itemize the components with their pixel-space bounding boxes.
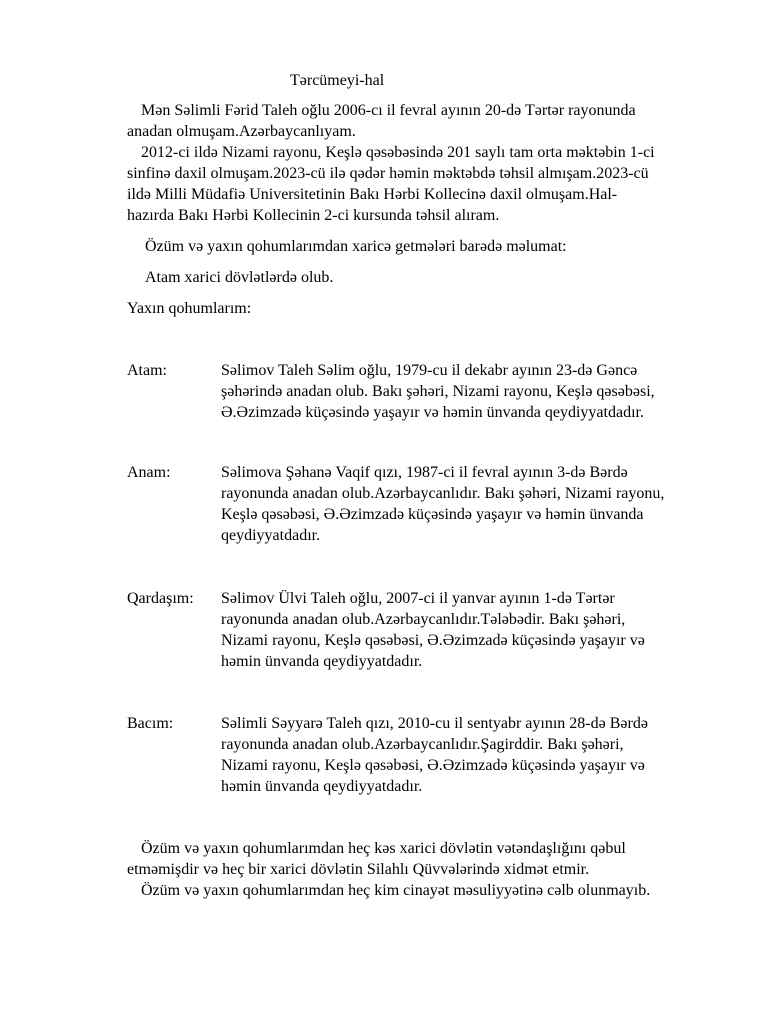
relative-line: həmin ünvanda qeydiyyatdadır. <box>221 778 423 795</box>
relative-line: Səlimli Səyyarə Taleh qızı, 2010-cu il sentyabr ayının 28-də Bərdə <box>221 715 648 732</box>
relative-label-father: Atam: <box>127 362 167 379</box>
relative-line: rayonunda anadan olub.Azərbaycanlıdır. Bakı şəhəri, Nizami rayonu, <box>221 485 665 502</box>
relative-label-brother: Qardaşım: <box>127 590 194 607</box>
intro-line: sinfinə daxil olmuşam.2023-cü ilə qədər həmin məktəbdə təhsil almışam.2023-cü <box>127 165 649 182</box>
abroad-heading: Özüm və yaxın qohumlarımdan xaricə getmələri barədə məlumat: <box>145 238 567 255</box>
abroad-father-line: Atam xarici dövlətlərdə olub. <box>145 269 334 286</box>
closing-line: Özüm və yaxın qohumlarımdan heç kim cinayət məsuliyyətinə cəlb olunmayıb. <box>141 882 651 899</box>
relative-line: Ə.Əzimzadə küçəsində yaşayır və həmin ünvanda qeydiyyatdadır. <box>221 404 644 421</box>
intro-line: anadan olmuşam.Azərbaycanlıyam. <box>127 123 356 140</box>
relative-line: Keşlə qəsəbəsi, Ə.Əzimzadə küçəsində yaşayır və həmin ünvanda <box>221 506 644 523</box>
closing-line: etməmişdir və heç bir xarici dövlətin Silahlı Qüvvələrində xidmət etmir. <box>127 861 590 878</box>
closing-line: Özüm və yaxın qohumlarımdan heç kəs xarici dövlətin vətəndaşlığını qəbul <box>141 840 626 857</box>
relative-line: Nizami rayonu, Keşlə qəsəbəsi, Ə.Əzimzadə küçəsində yaşayır və <box>221 632 645 649</box>
relative-line: Səlimova Şəhanə Vaqif qızı, 1987-ci il fevral ayının 3-də Bərdə <box>221 464 628 481</box>
relative-line: şəhərində anadan olub. Bakı şəhəri, Nizami rayonu, Keşlə qəsəbəsi, <box>221 383 655 400</box>
relative-description-sister <box>221 713 648 797</box>
relatives-heading: Yaxın qohumlarım: <box>127 300 252 317</box>
intro-line: Mən Səlimli Fərid Taleh oğlu 2006-cı il fevral ayının 20-də Tərtər rayonunda <box>141 102 636 119</box>
relative-description-mother <box>221 462 664 546</box>
relative-line: rayonunda anadan olub.Azərbaycanlıdır.Şagirddir. Bakı şəhəri, <box>221 736 624 753</box>
relative-line: Səlimov Taleh Səlim oğlu, 1979-cu il dekabr ayının 23-də Gəncə <box>221 362 638 379</box>
document-title: Tərcümeyi-hal <box>290 72 385 89</box>
relative-line: rayonunda anadan olub.Azərbaycanlıdır.Tələbədir. Bakı şəhəri, <box>221 611 626 628</box>
relative-label-sister: Bacım: <box>127 715 174 732</box>
relative-line: həmin ünvanda qeydiyyatdadır. <box>221 653 423 670</box>
relative-line: Səlimov Ülvi Taleh oğlu, 2007-ci il yanvar ayının 1-də Tərtər <box>221 590 615 607</box>
relative-description-brother <box>221 588 645 672</box>
intro-line: ildə Milli Müdafiə Universitetinin Bakı Hərbi Kollecinə daxil olmuşam.Hal- <box>127 186 618 203</box>
relative-description-father <box>221 360 655 423</box>
relative-label-mother: Anam: <box>127 464 171 481</box>
intro-line: 2012-ci ildə Nizami rayonu, Keşlə qəsəbəsində 201 saylı tam orta məktəbin 1-ci <box>141 144 655 161</box>
relative-line: Nizami rayonu, Keşlə qəsəbəsi, Ə.Əzimzadə küçəsində yaşayır və <box>221 757 645 774</box>
relative-line: qeydiyyatdadır. <box>221 527 321 544</box>
intro-line: hazırda Bakı Hərbi Kollecinin 2-ci kursunda təhsil alıram. <box>127 207 500 224</box>
